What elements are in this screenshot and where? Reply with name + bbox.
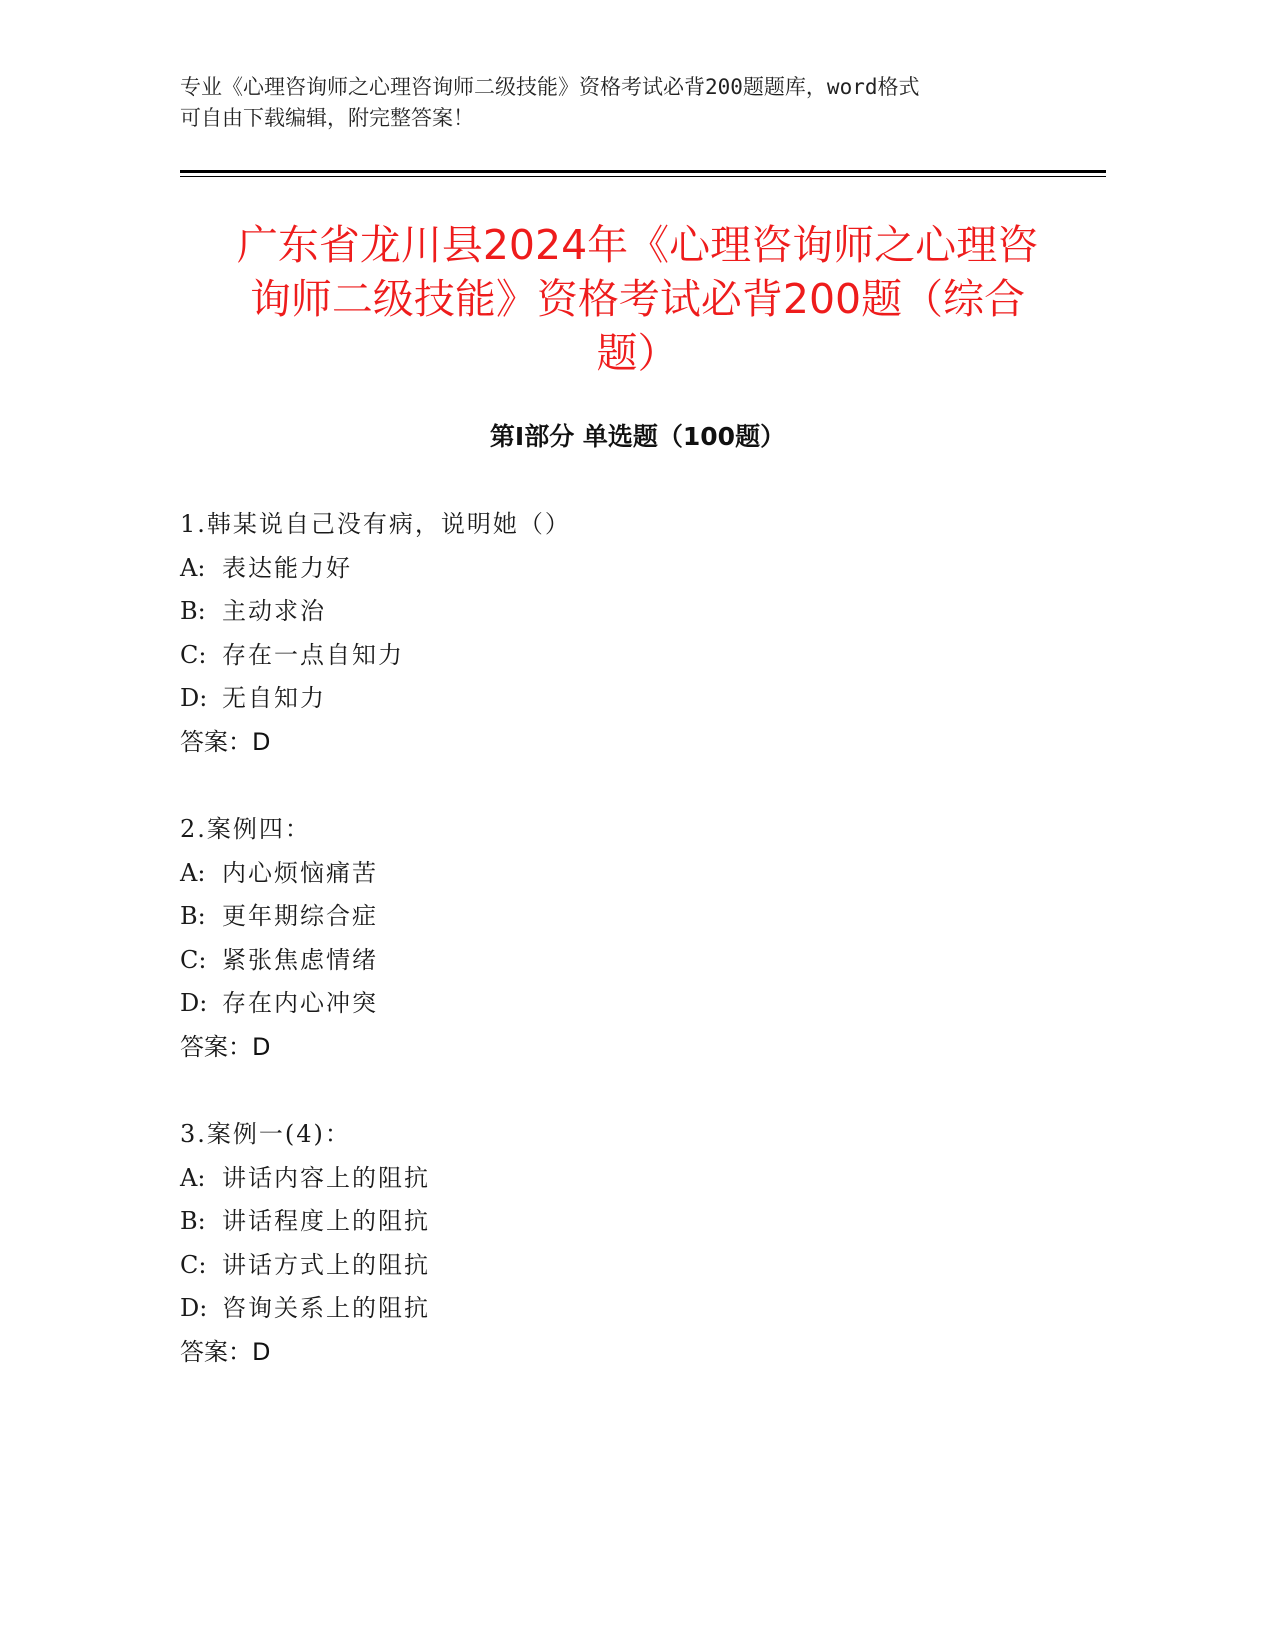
option-key: C: xyxy=(180,945,207,974)
option-key: C: xyxy=(180,1250,207,1279)
option-c xyxy=(180,939,1080,983)
question-block xyxy=(180,808,1080,1069)
option-d xyxy=(180,982,1080,1026)
option-a xyxy=(180,852,1080,896)
option-key: D: xyxy=(180,989,208,1017)
option-c xyxy=(180,634,1080,678)
answer-line: 答案：D xyxy=(180,1337,271,1366)
answer-line: 答案：D xyxy=(180,1032,271,1061)
question-block xyxy=(180,503,1080,764)
option-d xyxy=(180,1287,1080,1331)
option-key: D: xyxy=(180,1294,208,1322)
option-text: 存在一点自知力 xyxy=(222,640,404,669)
question-block xyxy=(180,1113,1080,1374)
document-title-line-1: 广东省龙川县2024年《心理咨询师之心理咨 xyxy=(236,221,1039,269)
option-key: B: xyxy=(180,597,206,625)
header-divider-thin xyxy=(180,176,1106,177)
option-a xyxy=(180,1157,1080,1201)
option-key: B: xyxy=(180,1207,206,1235)
option-text: 存在内心冲突 xyxy=(222,989,378,1017)
header-note xyxy=(180,72,1040,134)
option-text: 内心烦恼痛苦 xyxy=(222,858,378,887)
option-b xyxy=(180,590,1080,634)
question-stem: 1.韩某说自己没有病，说明她（） xyxy=(180,510,571,538)
option-key: B: xyxy=(180,902,206,930)
option-text: 主动求治 xyxy=(222,597,326,625)
option-text: 表达能力好 xyxy=(222,553,352,582)
option-key: A: xyxy=(180,858,206,887)
option-text: 咨询关系上的阻抗 xyxy=(222,1294,430,1322)
option-text: 讲话方式上的阻抗 xyxy=(222,1250,430,1279)
option-key: D: xyxy=(180,684,208,712)
header-note-line-1: 专业《心理咨询师之心理咨询师二级技能》资格考试必背200题题库，word格式 xyxy=(180,75,920,99)
answer-line: 答案：D xyxy=(180,727,271,756)
option-text: 无自知力 xyxy=(222,684,326,712)
option-text: 讲话内容上的阻抗 xyxy=(222,1163,430,1192)
option-key: A: xyxy=(180,553,206,582)
section-title: 第Ⅰ部分 单选题（100题） xyxy=(489,422,786,451)
option-key: C: xyxy=(180,640,207,669)
option-b xyxy=(180,1200,1080,1244)
option-text: 更年期综合症 xyxy=(222,902,378,930)
question-stem: 2.案例四： xyxy=(180,815,311,843)
question-stem: 3.案例一(4)： xyxy=(180,1120,351,1148)
option-b xyxy=(180,895,1080,939)
document-title-line-3: 题） xyxy=(596,329,679,377)
option-key: A: xyxy=(180,1163,206,1192)
option-text: 紧张焦虑情绪 xyxy=(222,945,378,974)
document-title xyxy=(150,218,1125,380)
document-title-line-2: 询师二级技能》资格考试必背200题（综合 xyxy=(249,275,1026,323)
option-d xyxy=(180,677,1080,721)
header-divider-thick xyxy=(180,170,1106,173)
option-c xyxy=(180,1244,1080,1288)
header-note-line-2: 可自由下载编辑，附完整答案！ xyxy=(180,106,474,130)
option-text: 讲话程度上的阻抗 xyxy=(222,1207,430,1235)
option-a xyxy=(180,547,1080,591)
